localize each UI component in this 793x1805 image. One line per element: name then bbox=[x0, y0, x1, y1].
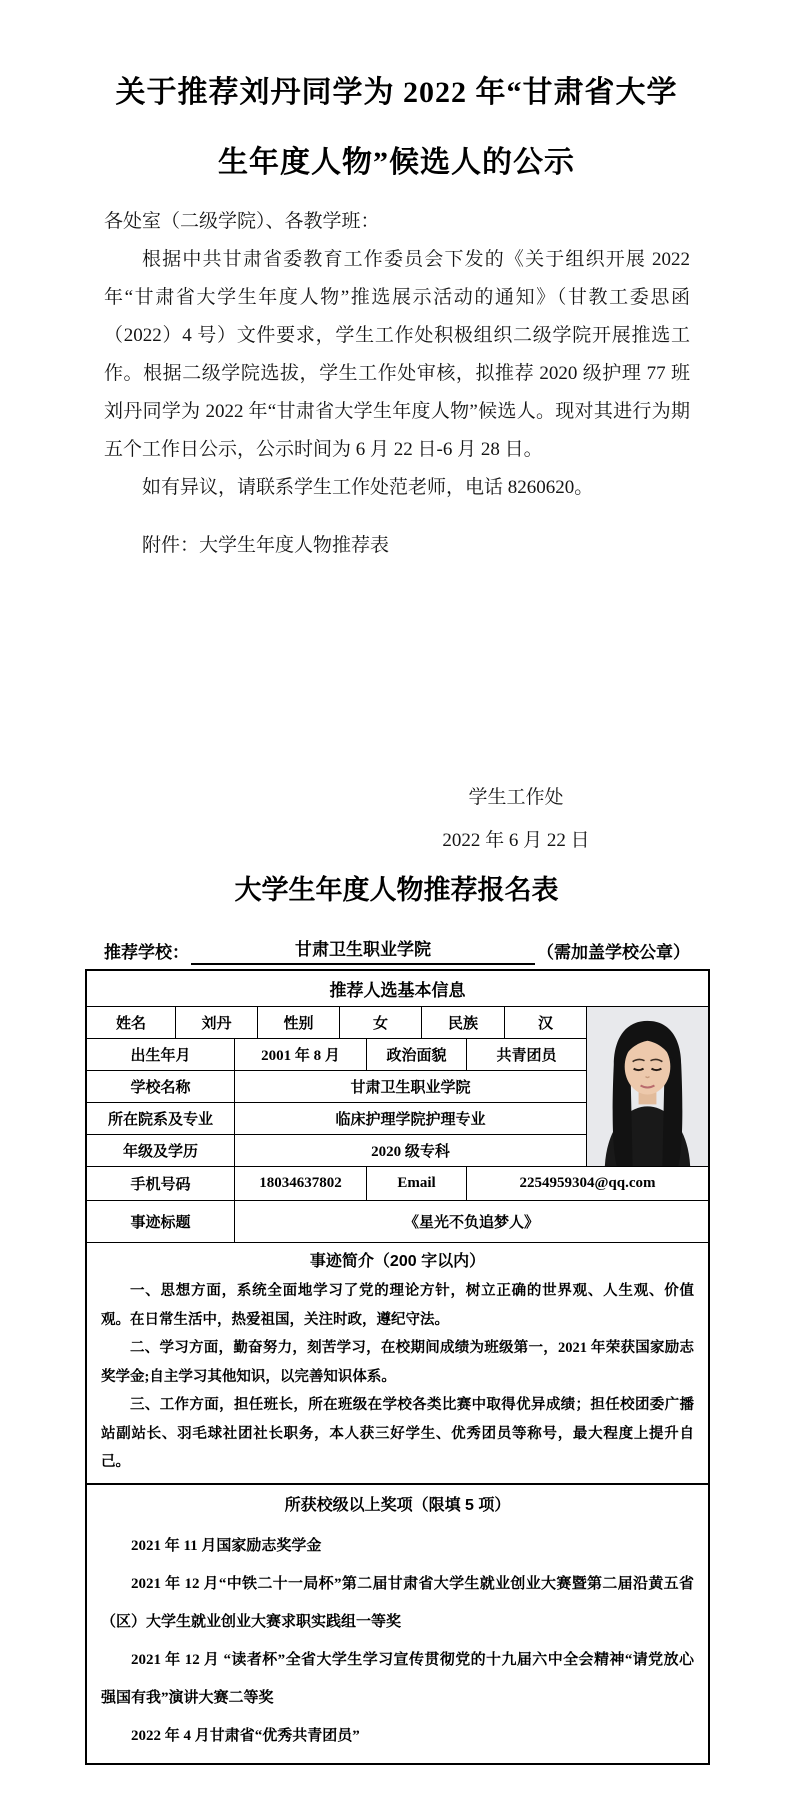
profile-paragraph-1: 一、思想方面，系统全面地学习了党的理论方针，树立正确的世界观、人生观、价值观。在日常生活中，热爱祖国，关注时政，遵纪守法。 bbox=[101, 1283, 694, 1328]
ethnicity-label-cell: 民族 bbox=[421, 1006, 504, 1038]
birth-value-cell: 2001 年 8 月 bbox=[234, 1038, 366, 1070]
award-item-2: 2021 年 12 月“中铁二十一局杯”第二届甘肃省大学生就业创业大赛暨第二届沿黄五省（区）大学生就业创业大赛求职实践组一等奖 bbox=[101, 1575, 694, 1630]
phone-value-cell: 18034637802 bbox=[234, 1166, 366, 1200]
salutation: 各处室（二级学院）、各教学班： bbox=[104, 211, 380, 232]
announcement-title-line1: 关于推荐刘丹同学为 2022 年“甘肃省大学 bbox=[115, 76, 678, 109]
table-row-birth bbox=[87, 1038, 586, 1070]
department-value-cell: 临床护理学院护理专业 bbox=[234, 1102, 586, 1134]
ethnicity-value-cell: 汉 bbox=[504, 1006, 586, 1038]
signature-block bbox=[391, 776, 641, 862]
school-line bbox=[104, 938, 690, 965]
name-value-cell: 刘丹 bbox=[175, 1006, 257, 1038]
story-title-value-cell: 《星光不负追梦人》 bbox=[234, 1200, 708, 1242]
announcement-paragraph-2: 如有异议，请联系学生工作处范老师，电话 8260620。 bbox=[142, 477, 594, 498]
gender-label-cell: 性别 bbox=[257, 1006, 339, 1038]
gender-value-cell: 女 bbox=[339, 1006, 421, 1038]
profile-section-title: 事迹简介（200 字以内） bbox=[309, 1253, 486, 1270]
political-label-cell: 政治面貌 bbox=[366, 1038, 466, 1070]
award-item-4: 2022 年 4 月甘肃省“优秀共青团员” bbox=[131, 1727, 360, 1744]
table-row-story-title bbox=[87, 1200, 708, 1242]
story-title-label-cell: 事迹标题 bbox=[87, 1200, 234, 1242]
table-row-contact bbox=[87, 1166, 708, 1200]
birth-label-cell: 出生年月 bbox=[87, 1038, 234, 1070]
profile-section bbox=[87, 1242, 708, 1483]
grade-label-cell: 年级及学历 bbox=[87, 1134, 234, 1166]
school-stamp-note: （需加盖学校公章） bbox=[537, 943, 690, 962]
table-row-grade bbox=[87, 1134, 586, 1166]
announcement-paragraph-1: 根据中共甘肃省委教育工作委员会下发的《关于组织开展 2022 年“甘肃省大学生年度人物”推选展示活动的通知》（甘教工委思函（2022）4 号）文件要求，学生工作处积极组织二级学院开展推选工作。根据二级学院选拔，学生工作处审核，拟推荐 2020 级护理 77 班刘丹同学为 2022 年“甘肃省大学生年度人物”候选人。现对其进行为期五个工作日公示，公示时间为 6 月 22 日-6 月 28 日。 bbox=[104, 249, 690, 460]
table-row-name bbox=[87, 1006, 586, 1038]
id-photo-cell bbox=[586, 1006, 708, 1166]
profile-paragraph-3: 三、工作方面，担任班长，所在班级在学校各类比赛中取得优异成绩；担任校团委广播站副站长、羽毛球社团社长职务，本人获三好学生、优秀团员等称号，最大程度上提升自己。 bbox=[101, 1397, 694, 1470]
basic-info-grid bbox=[87, 1006, 708, 1166]
awards-section bbox=[87, 1483, 708, 1763]
school-name-underlined: 甘肃卫生职业学院 bbox=[191, 938, 535, 965]
profile-paragraph-2: 二、学习方面，勤奋努力，刻苦学习，在校期间成绩为班级第一，2021 年荣获国家励志奖学金;自主学习其他知识，以完善知识体系。 bbox=[101, 1340, 694, 1385]
announcement-title bbox=[0, 58, 793, 198]
name-label-cell: 姓名 bbox=[87, 1006, 175, 1038]
table-row-school bbox=[87, 1070, 586, 1102]
award-item-1: 2021 年 11 月国家励志奖学金 bbox=[131, 1537, 322, 1554]
announcement-title-line2: 生年度人物”候选人的公示 bbox=[218, 146, 575, 179]
email-label-cell: Email bbox=[366, 1166, 466, 1200]
signature-org: 学生工作处 bbox=[468, 787, 564, 808]
schoolname-value-cell: 甘肃卫生职业学院 bbox=[234, 1070, 586, 1102]
award-item-3: 2021 年 12 月 “读者杯”全省大学生学习宣传贯彻党的十九届六中全会精神“请党放心 强国有我”演讲大赛二等奖 bbox=[101, 1651, 694, 1706]
signature-date: 2022 年 6 月 22 日 bbox=[442, 830, 590, 851]
grade-value-cell: 2020 级专科 bbox=[234, 1134, 586, 1166]
schoolname-label-cell: 学校名称 bbox=[87, 1070, 234, 1102]
email-value-cell: 2254959304@qq.com bbox=[466, 1166, 708, 1200]
attachment-line: 附件：大学生年度人物推荐表 bbox=[142, 535, 390, 556]
awards-section-title: 所获校级以上奖项（限填 5 项） bbox=[284, 1496, 511, 1514]
id-photo bbox=[587, 1007, 708, 1166]
department-label-cell: 所在院系及专业 bbox=[87, 1102, 234, 1134]
form-title: 大学生年度人物推荐报名表 bbox=[234, 875, 559, 905]
political-value-cell: 共青团员 bbox=[466, 1038, 586, 1070]
basic-info-section-title: 推荐人选基本信息 bbox=[329, 981, 466, 1000]
school-label: 推荐学校： bbox=[104, 943, 189, 962]
phone-label-cell: 手机号码 bbox=[87, 1166, 234, 1200]
announcement-body bbox=[104, 203, 690, 565]
recommendation-table bbox=[85, 969, 710, 1765]
table-row-department bbox=[87, 1102, 586, 1134]
